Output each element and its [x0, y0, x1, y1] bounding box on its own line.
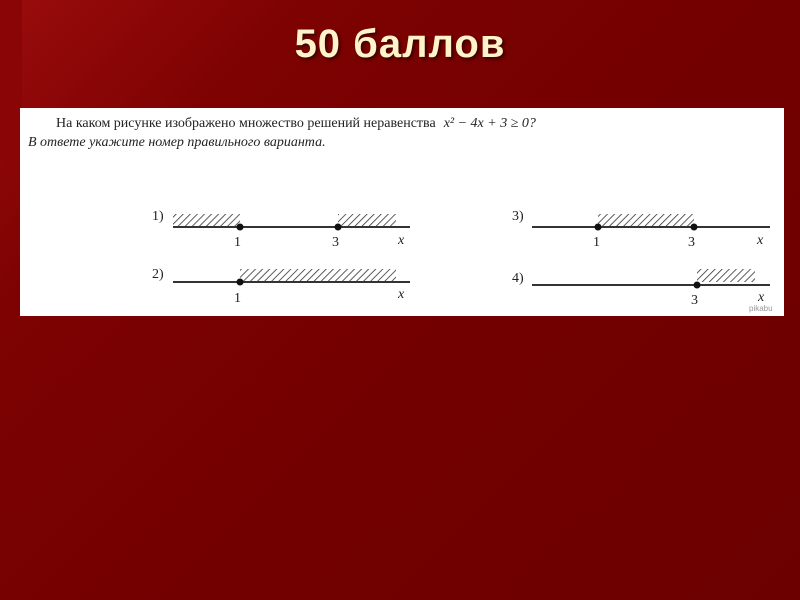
option-3[interactable] [512, 209, 770, 250]
option-3-shade [598, 214, 694, 227]
option-2-tick-1: 1 [234, 291, 241, 306]
option-1-tick-3: 3 [332, 235, 339, 250]
inequality-formula: x² − 4x + 3 ≥ 0? [443, 116, 536, 131]
option-1[interactable] [152, 209, 410, 250]
option-2[interactable] [152, 267, 410, 306]
option-2-point-1 [237, 279, 244, 286]
option-1-shade-left [173, 214, 240, 227]
option-1-point-3 [335, 224, 342, 231]
option-3-tick-1: 1 [593, 235, 600, 250]
option-1-axis-var: x [398, 233, 405, 248]
option-2-label: 2) [152, 267, 164, 282]
option-3-tick-3: 3 [688, 235, 695, 250]
instruction-text: В ответе укажите номер правильного варианта. [28, 135, 326, 150]
number-lines-figure [20, 108, 784, 316]
task-card [20, 108, 784, 316]
slide-title: 50 баллов [294, 22, 506, 66]
option-2-shade [240, 269, 396, 282]
option-1-point-1 [237, 224, 244, 231]
option-3-label: 3) [512, 209, 524, 224]
option-2-axis-var: x [398, 287, 405, 302]
option-4-shade [697, 269, 755, 282]
option-4-tick-3: 3 [691, 293, 698, 308]
option-4-point-3 [694, 282, 701, 289]
option-4-label: 4) [512, 271, 524, 286]
option-3-point-3 [691, 224, 698, 231]
option-3-axis-var: x [757, 233, 764, 248]
option-1-label: 1) [152, 209, 164, 224]
option-1-tick-1: 1 [234, 235, 241, 250]
option-1-shade-right [338, 214, 396, 227]
watermark-text: pikabu [749, 304, 773, 313]
option-3-point-1 [595, 224, 602, 231]
question-prompt: На каком рисунке изображено множество решений неравенства [56, 116, 436, 131]
option-4-axis-var: x [758, 290, 765, 305]
option-4[interactable] [512, 269, 770, 308]
